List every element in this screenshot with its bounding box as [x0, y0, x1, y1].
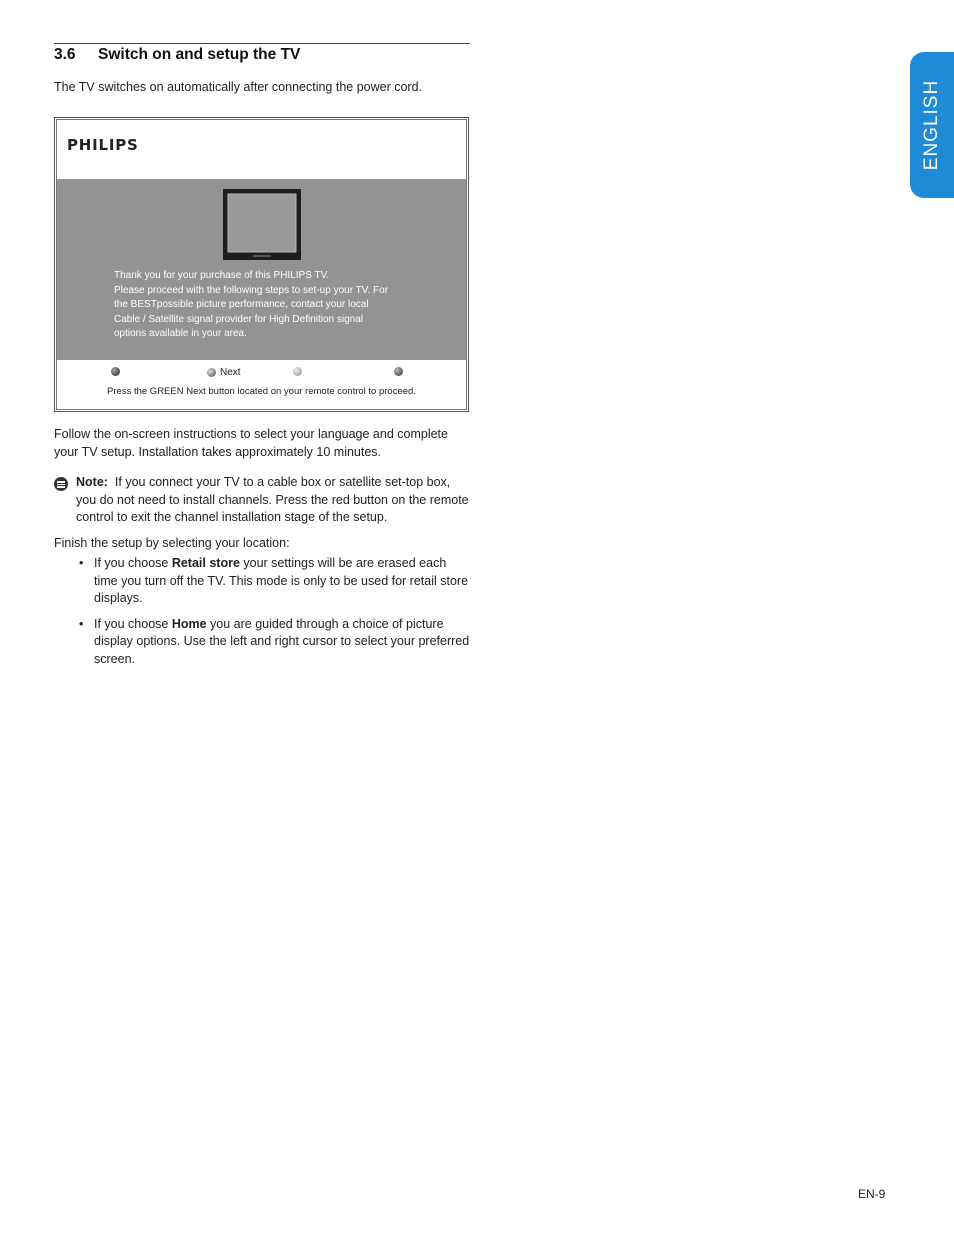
section-heading [54, 46, 470, 64]
follow-instructions: Follow the on-screen instructions to select your language and complete your TV setup. Installation takes approximately 10 minutes. [54, 427, 448, 459]
green-button-icon [207, 368, 216, 377]
setup-screen-inner [56, 119, 467, 410]
green-next-button [207, 367, 241, 378]
tv-icon [223, 189, 301, 260]
page-number: EN-9 [858, 1187, 886, 1201]
blue-button [394, 367, 407, 376]
language-tab [910, 52, 954, 198]
red-button [111, 367, 124, 376]
intro-text: The TV switches on automatically after connecting the power cord. [54, 80, 423, 94]
red-button-icon [111, 367, 120, 376]
welcome-line: Please proceed with the following steps to set-up your TV. For [114, 284, 389, 296]
retail-store-term: Retail store [171, 556, 240, 570]
setup-screen-illustration [54, 117, 469, 412]
next-label: Next [220, 367, 241, 378]
finish-setup-text: Finish the setup by selecting your location: [54, 536, 290, 550]
home-term: Home [171, 616, 207, 631]
welcome-message [114, 269, 424, 342]
yellow-button-icon [293, 367, 302, 376]
language-tab-label: ENGLISH [921, 79, 942, 171]
note-block [54, 474, 470, 527]
welcome-panel [57, 179, 466, 360]
welcome-line: the BESTpossible picture performance, contact your local [114, 299, 369, 310]
welcome-line: options available in your area. [114, 328, 247, 339]
section-title: Switch on and setup the TV [98, 46, 301, 63]
screen-hint: Press the GREEN Next button located on your remote control to proceed. [107, 386, 416, 397]
section-rule [54, 43, 470, 44]
note-label: Note: [76, 475, 108, 489]
yellow-button [293, 367, 306, 376]
remote-button-row [57, 367, 466, 381]
blue-button-icon [394, 367, 403, 376]
philips-logo: PHILIPS [67, 136, 139, 154]
welcome-line: Thank you for your purchase of this PHILIPS TV. [114, 270, 330, 281]
list-item-retail-store: • If you choose Retail store your settings will be are erased each time you turn off the TV. This mode is only to be used for retail store displays. [79, 556, 469, 605]
welcome-line: Cable / Satellite signal provider for High Definition signal [114, 313, 364, 325]
list-item-home: • If you choose Home you are guided through a choice of picture display options. Use the left and right cursor to select your preferred screen. [79, 616, 470, 666]
section-number: 3.6 [54, 46, 76, 63]
location-options-list [54, 555, 470, 676]
note-icon [54, 477, 68, 491]
note-text: If you connect your TV to a cable box or satellite set-top box, you do not need to install channels. Press the red button on the remote control to exit the channel installation stage of the setup. [76, 475, 469, 524]
